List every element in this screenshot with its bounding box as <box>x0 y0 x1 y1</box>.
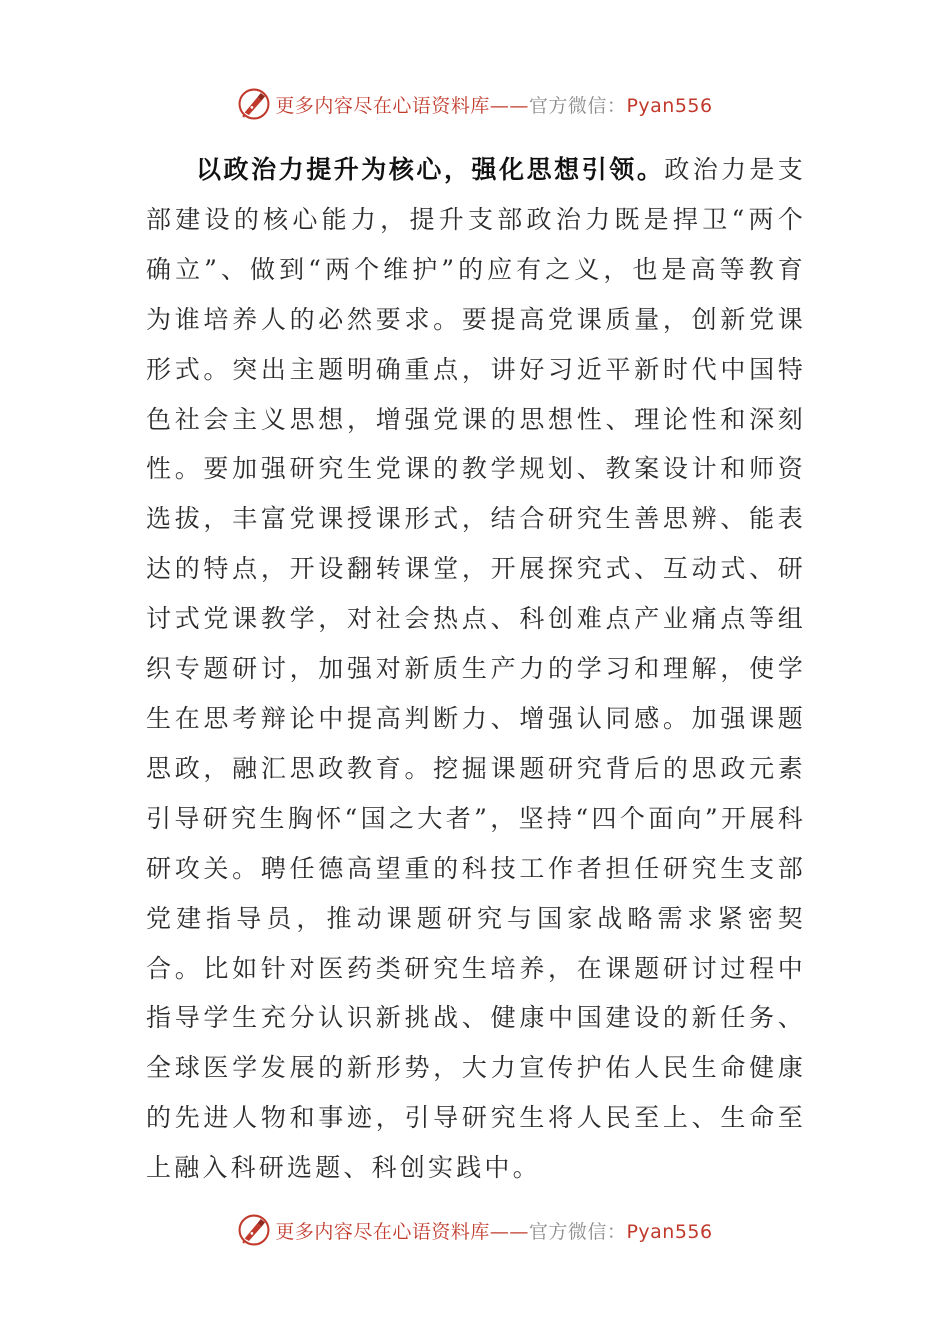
banner-dash: —— <box>489 1220 529 1243</box>
banner-wechat-handle: Pyan556 <box>626 1220 713 1243</box>
body-paragraph <box>146 145 806 1193</box>
banner-wechat-label: 官方微信： <box>528 94 627 117</box>
banner-wechat-label: 官方微信： <box>528 1220 627 1243</box>
header-banner-text <box>275 91 712 118</box>
banner-dash: —— <box>489 94 529 117</box>
banner-wechat-handle: Pyan556 <box>626 94 713 117</box>
pen-nib-logo-icon <box>237 1213 271 1247</box>
paragraph-lead-sentence: 以政治力提升为核心，强化思想引领。 <box>196 155 665 184</box>
banner-main-text: 更多内容尽在心语资料库 <box>275 94 490 117</box>
footer-banner-text <box>275 1217 712 1244</box>
document-body <box>146 145 806 1193</box>
banner-main-text: 更多内容尽在心语资料库 <box>275 1220 490 1243</box>
paragraph-text: 政治力是支部建设的核心能力，提升支部政治力既是捍卫“两个确立”、做到“两个维护”的应有之义，也是高等教育为谁培养人的必然要求。要提高党课质量，创新党课形式。突出主题明确重点，讲好习近平新时代中国特色社会主义思想，增强党课的思想性、理论性和深刻性。要加强研究生党课的教学规划、教案设计和师资选拔，丰富党课授课形式，结合研究生善思辨、能表达的特点，开设翻转课堂，开展探究式、互动式、研讨式党课教学，对社会热点、科创难点产业痛点等组织专题研讨，加强对新质生产力的学习和理解，使学生在思考辩论中提高判断力、增强认同感。加强课题思政，融汇思政教育。挖掘课题研究背后的思政元素引导研究生胸怀“国之大者”，坚持“四个面向”开展科研攻关。聘任德高望重的科技工作者担任研究生支部党建指导员，推动课题研究与国家战略需求紧密契合。比如针对医药类研究生培养，在课题研讨过程中指导学生充分认识新挑战、健康中国建设的新任务、全球医学发展的新形势，大力宣传护佑人民生命健康的先进人物和事迹，引导研究生将人民至上、生命至上融入科研选题、科创实践中。 <box>146 155 806 1183</box>
pen-nib-logo-icon <box>237 87 271 121</box>
footer-banner <box>0 1210 950 1250</box>
header-banner <box>0 84 950 124</box>
